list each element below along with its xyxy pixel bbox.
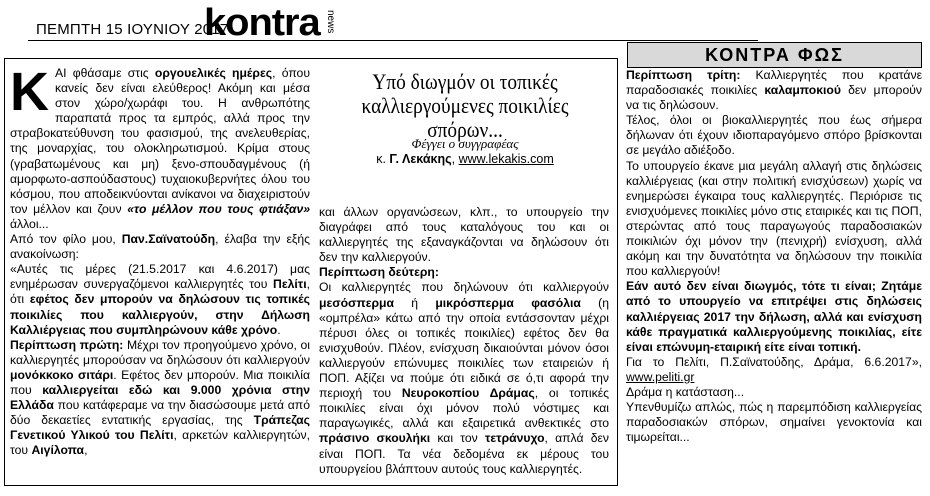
paragraph: Από τον φίλο μου, Παν.Σαϊνατούδη, έλαβα την εξής ανακοίνωση: (10, 232, 311, 262)
drop-cap: Κ (10, 62, 49, 122)
paragraph: Οι καλλιεργητές που δηλώνουν ότι καλλιεργούν μεσόσπερμα ή μικρόσπερμα φασόλια (η «ομπρέλα» κάτω από την οποία εντάσσονταν μέχρι πέρυσι όλες οι τοπικές ποικιλίες) εφέτος δεν θα ενισχυθούν. Πλέον, ενίσχυση δικαιούνται μόνον όσοι καλλιεργούν επώνυμες ποικιλίες των εταιρειών ή ΠΟΠ. Αξίζει να πούμε ότι ειδικά σε ό,τι αφορά την περιοχή του Νευροκοπίου Δράμας, οι τοπικές ποικιλίες είναι όχι μόνον πολύ νόστιμες και παραγωγικές, αλλά και εξαιρετικά ανθεκτικές στο πράσινο σκουλήκι και τον τετράνυχο, απλά δεν είναι ΠΟΠ. Τα νέα δεδομένα εκ μέρους του υπουργείου βλάπτουν αυτούς τους καλλιεργητές. (319, 280, 609, 476)
paragraph: και άλλων οργανώσεων, κλπ., το υπουργείο την διαγράφει από τους καταλόγους του και οι καλλιεργητές της εξαναγκάζονται να δηλώσουν ότι δεν την καλλιεργούν. (319, 205, 609, 265)
article-column-1 (10, 62, 311, 458)
header-rule (28, 40, 758, 41)
peliti-link[interactable]: www.peliti.gr (626, 369, 695, 384)
paragraph: Για το Πελίτι, Π.Σαϊνατούδης, Δράμα, 6.6.2017», www.peliti.gr (626, 354, 922, 384)
paragraph: Υπενθυμίζω απλώς, πώς η παρεμπόδιση καλλιεργείας παραδοσιακών σπόρων, σημαίνει γενοκτονία και τιμωρείται... (626, 400, 922, 445)
paragraph: Τέλος, όλοι οι βιοκαλλιεργητές που έως σήμερα δήλωναν ότι έχουν ιδιοπαραγόμενο σπόρο βρίσκονται σε μεγάλο αδιέξοδο. (626, 113, 922, 158)
logo-subtitle: news (325, 10, 336, 34)
newspaper-logo: kontra (204, 2, 320, 44)
paragraph: Περίπτωση πρώτη: Μέχρι τον προηγούμενο χρόνο, οι καλλιεργητές μπορούσαν να δηλώσουν ότι καλλιεργούν μονόκκοκο σιτάρι. Εφέτος δεν μπορούν. Μια ποικιλία που καλλιεργείται εδώ και 9.000 χρόνια στην Ελλάδα που κατάφεραμε να την διασώσουμε μετά από δύο δεκαετίες εντατικής εργασίας, της Τράπεζας Γενετικού Υλικού του Πελίτι, αρκετών καλλιεργητών, του Αιγίλοπα, (10, 337, 311, 458)
paragraph: Περίπτωση τρίτη: Καλλιεργητές που κρατάνε παραδοσιακές ποικιλίες καλαμποκιού δεν μπορούν να τις δηλώσουν. (626, 68, 922, 113)
author-line: κ. Γ. Λεκάκης, www.lekakis.com (376, 152, 554, 166)
paragraph: «Αυτές τις μέρες (21.5.2017 και 4.6.2017) μας ενημέρωσαν συνεργαζόμενοι καλλιεργητές του Πελίτι, ότι εφέτος δεν μπορούν να δηλώσουν τις τοπικές ποικιλίες που καλλιεργούν, στην Δήλωση Καλλιέργειας που συμπληρώνουν κάθε χρόνο. (10, 262, 310, 337)
paragraph: ΑΙ φθάσαμε στις οργουελικές ημέρες, όπου κανείς δεν είναι ελεύθερος! Ακόμη και μέσα στον χώρο/χωράφι του. Η ανθρωπότης παραπατά προς τα εμπρός, αλλά προς την στραβοκατεύθυνση του φασισμού, της ανελευθερίας, της μοναρχίας, του ολοκληρωτισμού. Κρίμα στους (γραβατωμένους και μη) ξενο-σπουδαγμένους (ή αμορφωτο-ασπούδαστους) τυχαιοκυβερνήτες όλου του κόσμου, που αποδεικνύονται ανίκανοι να διαχειριστούν τον μέλλον και ζουν «το μέλλον που τους φτιάξαν» άλλοι... (10, 66, 311, 231)
paragraph: Το υπουργείο έκανε μια μεγάλη αλλαγή στις δηλώσεις καλλιέργειας (και στην πολιτική ενισχύσεων) χωρίς να ενημερώσει έγκαιρα τους καλλιεργητές. Περιόρισε τις ενισχυόμενες ποικιλίες μόνο στις εταιρικές και τις ΠΟΠ, στερώντας από τους παραγωγούς παραδοσιακών ποικιλιών όχι μόνον την (πενιχρή) ενίσχυση, αλλά ακόμη και την δυνατότητα να δηλώσουν την ποικιλία που καλλιεργούν! (626, 158, 922, 279)
article-column-2 (319, 205, 609, 477)
subheading: Περίπτωση δεύτερη: (319, 265, 439, 280)
paragraph: Δράμα η κατάσταση... (626, 384, 745, 399)
issue-date: ΠΕΜΠΤΗ 15 ΙΟΥΝΙΟΥ 2017 (36, 21, 229, 38)
paragraph: Εάν αυτό δεν είναι διωγμός, τότε τι είναι; Ζητάμε από το υπουργείο να επιτρέψει στις δηλώσεις καλλιέργειας 2017 την δήλωση, αλλά και ενίσχυση κάθε πραγματικά καλλιεργούμενης ποικιλίας, είτε είναι επώνυμη-εταιρική είτε είναι τοπική. (626, 279, 922, 354)
section-title: ΚΟΝΤΡΑ ΦΩΣ (627, 42, 922, 68)
article-subtitle: Φέγγει ο συγγραφέας (411, 136, 519, 151)
article-headline: Υπό διωγμόν οι τοπικές καλλιεργούμενες ποικιλίες σπόρων... (361, 69, 569, 142)
author-site-link[interactable]: www.lekakis.com (458, 152, 554, 166)
article-column-3 (626, 68, 922, 445)
